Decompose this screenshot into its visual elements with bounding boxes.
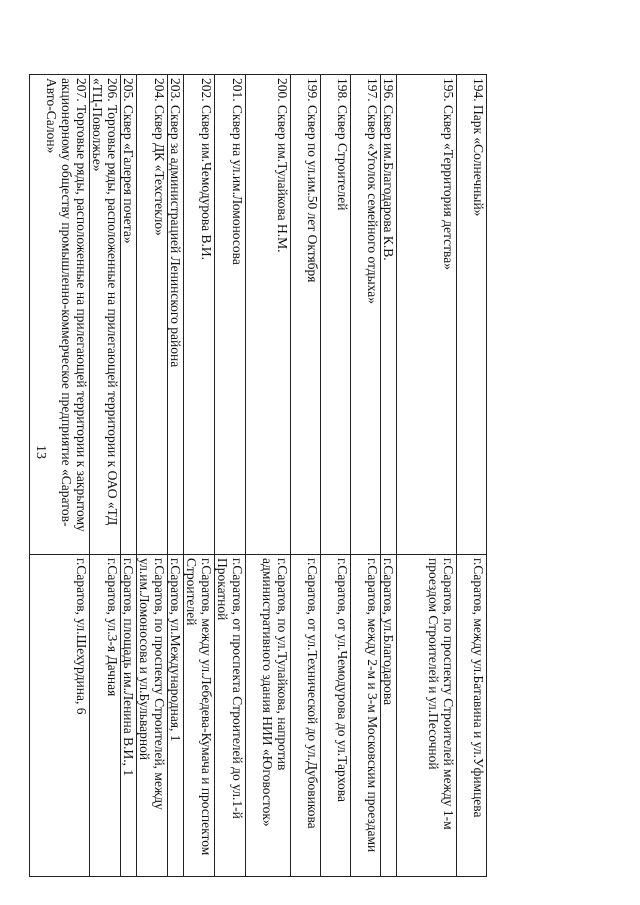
table-row [168, 75, 184, 877]
object-address-cell: г.Саратов, по ул.Тулайкова, напротив административного здания НИИ «Юговосток» [246, 555, 291, 877]
object-name-cell: 200. Сквер им.Тулайкова Н.М. [246, 75, 291, 555]
object-name-cell: 199. Сквер по ул.им.50 лет Октября [291, 75, 321, 555]
objects-table [29, 74, 487, 877]
object-address-cell: г.Саратов, ул.Шехурдина, 6 [30, 555, 90, 877]
table-row [381, 75, 397, 877]
object-address-cell: г.Саратов, ул.Благодарова [381, 555, 397, 877]
object-name-cell: 197. Сквер «Уголок семейного отдыха» [351, 75, 381, 555]
table-row [291, 75, 321, 877]
object-address-cell: г.Саратов, между ул.Батавина и ул.Уфимцева [457, 555, 487, 877]
object-name-cell: 202. Сквер им.Чемодурова В.И. [184, 75, 215, 555]
object-address-cell: г.Саратов, по проспекту Строителей между 1-м проездом Строителей и ул.Песочной [397, 555, 457, 877]
table-row [121, 75, 137, 877]
page-number: 13 [33, 445, 48, 459]
object-address-cell: г.Саратов, ул.Международная, 1 [168, 555, 184, 877]
table-row [351, 75, 381, 877]
object-address-cell: г.Саратов, от ул.Чемодурова до ул.Тархова [321, 555, 351, 877]
object-address-cell: г.Саратов, между 2-м и 3-м Московским проездами [351, 555, 381, 877]
object-address-cell: г.Саратов, ул.3-я Дачная [90, 555, 121, 877]
table-row [90, 75, 121, 877]
object-name-cell: 201. Сквер на ул.им.Ломоносова [215, 75, 246, 555]
table-row [246, 75, 291, 877]
object-address-cell: г.Саратов, между ул.Лебедева-Кумача и проспектом Строителей [184, 555, 215, 877]
table-row [215, 75, 246, 877]
table-row [137, 75, 168, 877]
table-row [397, 75, 457, 877]
object-name-cell: 203. Сквер за администрацией Ленинского района [168, 75, 184, 555]
object-name-cell: 204. Сквер ДК «Техстекло» [137, 75, 168, 555]
object-address-cell: г.Саратов, площадь им.Ленина В.И., 1 [121, 555, 137, 877]
object-address-cell: г.Саратов, по проспекту Строителей, между ул.им.Ломоносова и ул.Бульварной [137, 555, 168, 877]
object-name-cell: 195. Сквер «Территория детства» [397, 75, 457, 555]
object-name-cell: 198. Сквер Строителей [321, 75, 351, 555]
object-name-cell: 196. Сквер им.Благодарова К.В. [381, 75, 397, 555]
object-name-cell: 207. Торговые ряды, расположенные на прилегающей территории к закрытому акционерному обществу промышленно-коммерческое предприятие «Саратов-Авто-Салон» [30, 75, 90, 555]
object-name-cell: 194. Парк «Солнечный» [457, 75, 487, 555]
table-row [184, 75, 215, 877]
table-row [30, 75, 90, 877]
object-name-cell: 205. Сквер «Галерея почета» [121, 75, 137, 555]
table-row [457, 75, 487, 877]
object-name-cell: 206. Торговые ряды, расположенные на прилегающей территории к ОАО «ТД «ТЦ-Поволжье» [90, 75, 121, 555]
table-row [321, 75, 351, 877]
object-address-cell: г.Саратов, от проспекта Строителей до ул.1-й Прокатной [215, 555, 246, 877]
object-address-cell: г.Саратов, от ул.Технической до ул.Дубовикова [291, 555, 321, 877]
